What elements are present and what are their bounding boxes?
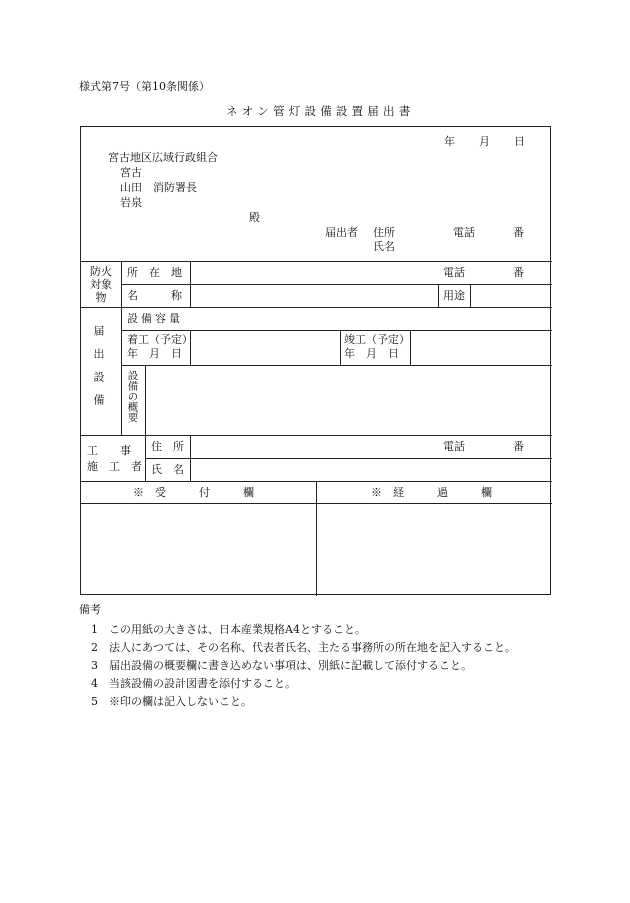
target-location-label: 所 在 地 bbox=[127, 266, 182, 279]
addressee-line1: 宮古 bbox=[120, 166, 142, 179]
page-title: ネオン管灯設備設置届出書 bbox=[226, 104, 415, 118]
equipment-start-date: 年 月 日 bbox=[127, 347, 182, 360]
addressee-org: 宮古地区広域行政組合 bbox=[108, 151, 218, 164]
contractor-phone-label: 電話 bbox=[443, 440, 465, 453]
notes-heading: 備考 bbox=[79, 603, 101, 616]
target-phone-suffix: 番 bbox=[513, 266, 524, 279]
contractor-name-label: 氏 名 bbox=[151, 463, 184, 476]
note-item-1-number: 1 bbox=[91, 623, 98, 636]
date-month-label: 月 bbox=[479, 135, 490, 148]
target-name-label: 名 称 bbox=[127, 289, 182, 302]
target-use-label: 用途 bbox=[443, 289, 465, 302]
applicant-name-label: 氏名 bbox=[373, 240, 395, 253]
note-item-3-text: 届出設備の概要欄に書き込めない事項は、別紙に記載して添付すること。 bbox=[109, 659, 472, 672]
applicant-address-label: 住所 bbox=[373, 226, 395, 239]
date-year-label: 年 bbox=[444, 135, 455, 148]
target-header: 防火対象物 bbox=[90, 264, 112, 304]
applicant-label: 届出者 bbox=[325, 226, 358, 239]
contractor-header-line2: 施 工 者 bbox=[87, 460, 142, 473]
note-item-3-number: 3 bbox=[91, 659, 98, 672]
note-item-2-number: 2 bbox=[91, 641, 98, 654]
note-item-4-text: 当該設備の設計図書を添付すること。 bbox=[109, 677, 296, 690]
equipment-complete-date: 年 月 日 bbox=[344, 347, 399, 360]
addressee-honorific: 殿 bbox=[249, 211, 260, 224]
addressee-line2: 山田 消防署長 bbox=[120, 181, 197, 194]
form-table bbox=[80, 126, 551, 595]
note-item-5-number: 5 bbox=[91, 695, 98, 708]
target-phone-label: 電話 bbox=[443, 266, 465, 279]
equipment-summary-label: 設備の概要 bbox=[126, 370, 139, 423]
equipment-capacity-label: 設備容量 bbox=[127, 312, 183, 325]
addressee-line3: 岩泉 bbox=[120, 196, 142, 209]
contractor-phone-suffix: 番 bbox=[513, 440, 524, 453]
form-number: 様式第7号（第10条関係） bbox=[79, 80, 210, 93]
applicant-phone-suffix: 番 bbox=[513, 226, 524, 239]
note-item-2-text: 法人にあつては、その名称、代表者氏名、主たる事務所の所在地を記入すること。 bbox=[109, 641, 516, 654]
note-item-5-text: ※印の欄は記入しないこと。 bbox=[109, 695, 252, 708]
contractor-address-label: 住 所 bbox=[151, 440, 184, 453]
applicant-phone-label: 電話 bbox=[453, 226, 475, 239]
note-item-1-text: この用紙の大きさは、日本産業規格A4とすること。 bbox=[109, 623, 366, 636]
equipment-start-label: 着工（予定） bbox=[127, 333, 193, 346]
equipment-header: 届出設備 bbox=[92, 325, 105, 417]
reception-column-label: ※ 受 付 欄 bbox=[133, 486, 254, 499]
note-item-4-number: 4 bbox=[91, 677, 98, 690]
contractor-header-line1: 工 事 bbox=[87, 444, 131, 457]
date-day-label: 日 bbox=[514, 135, 525, 148]
equipment-complete-label: 竣工（予定） bbox=[344, 333, 410, 346]
progress-column-label: ※ 経 過 欄 bbox=[371, 486, 492, 499]
